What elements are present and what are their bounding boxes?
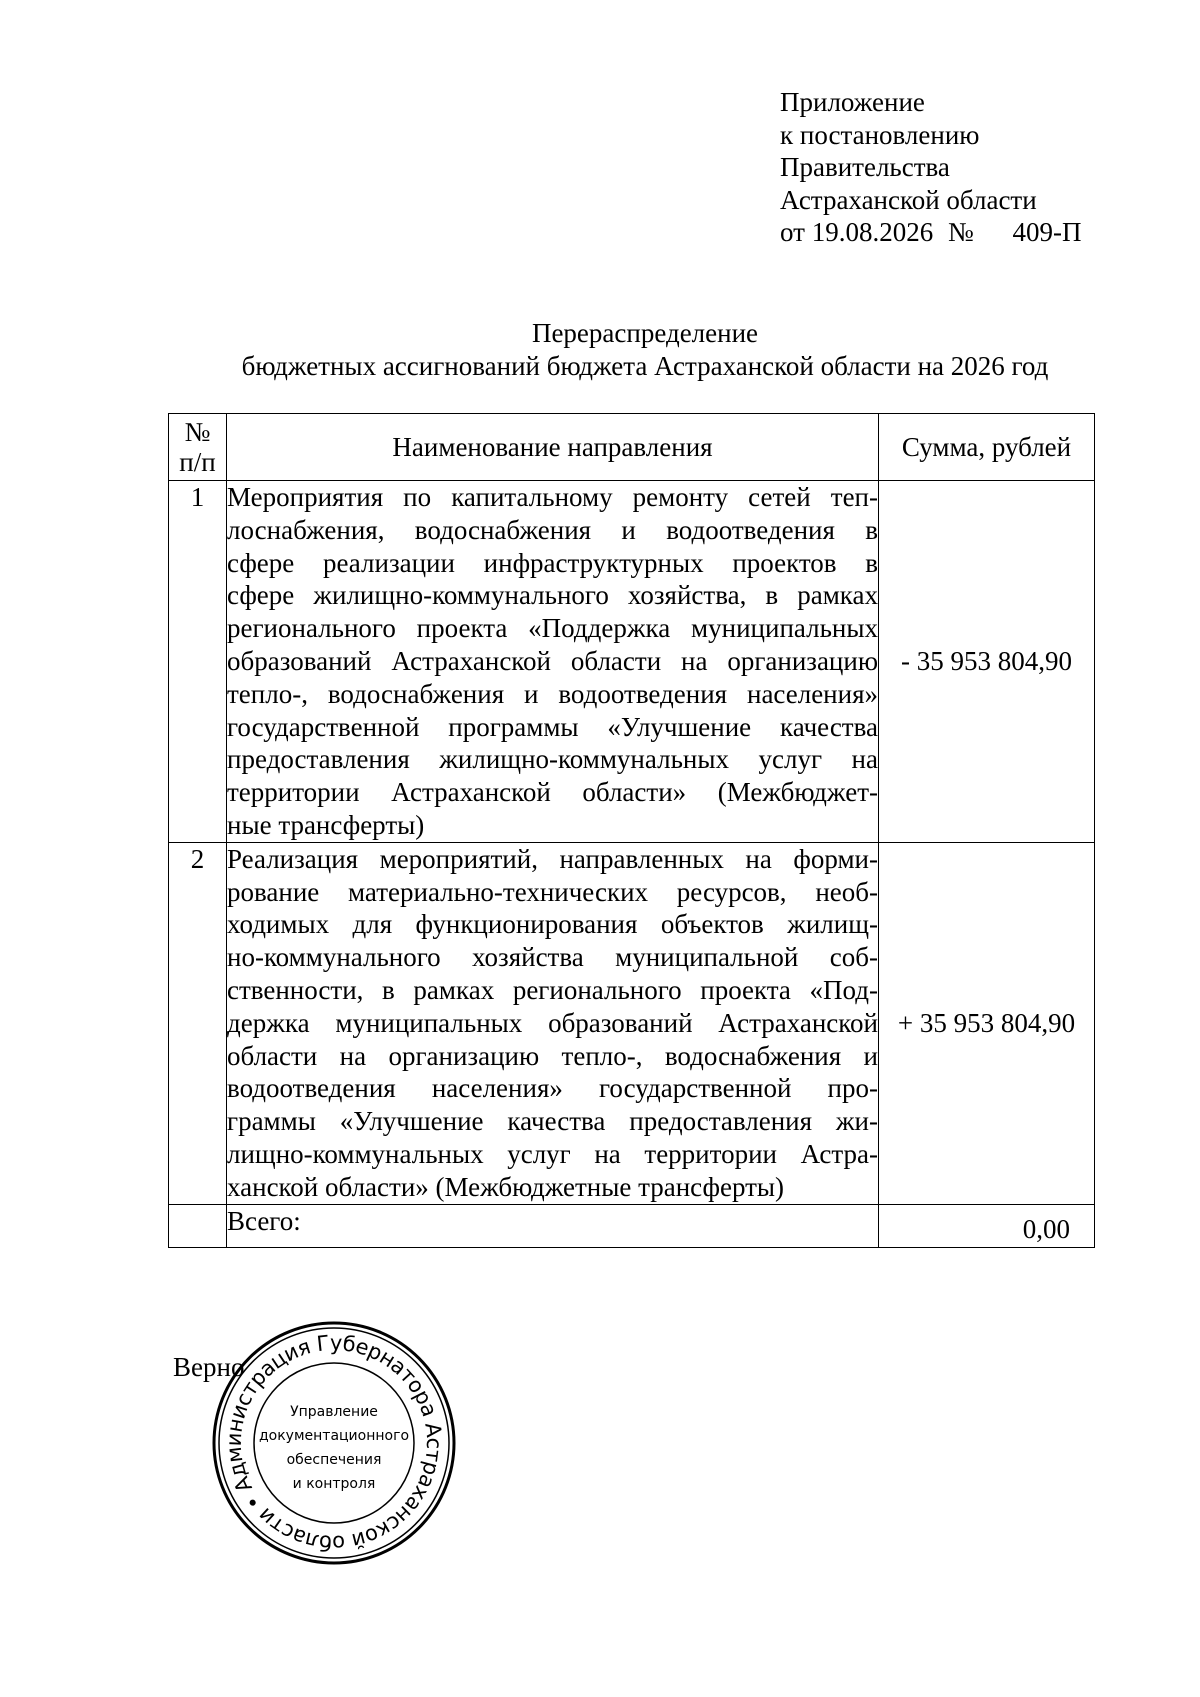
total-number-cell (169, 1204, 227, 1247)
table-row (169, 481, 1095, 843)
total-row (169, 1204, 1095, 1247)
row-sum: - 35 953 804,90 (879, 481, 1095, 843)
row-text-line: ственности, в рамках регионального проекта «Под- (227, 974, 878, 1005)
row-text-line: лищно-коммунальных услуг на территории Астра- (227, 1138, 878, 1169)
resolution-date: 19.08.2026 (811, 217, 934, 247)
row-number: 2 (169, 842, 227, 1204)
seal-inner-line-3: обеспечения (286, 1452, 382, 1468)
row-description (227, 481, 879, 843)
row-text-line: граммы «Улучшение качества предоставления жи- (227, 1106, 878, 1137)
title-line-1: Перераспределение (531, 318, 759, 348)
appendix-line-4: Астраханской области (780, 184, 1037, 215)
table-header-row (169, 414, 1095, 481)
row-text-line: ходимых для функционирования объектов жилищ- (227, 909, 878, 940)
header-name: Наименование направления (227, 414, 879, 481)
row-text-line: государственной программы «Улучшение качества (227, 711, 878, 742)
header-number-line-2: п/п (179, 447, 216, 477)
seal-inner-line-4: и контроля (292, 1476, 376, 1492)
total-label: Всего: (227, 1204, 879, 1247)
row-text-line: лоснабжения, водоснабжения и водоотведения в (227, 514, 878, 545)
header-number-line-1: № (184, 417, 211, 447)
row-text-line: но-коммунального хозяйства муниципальной соб- (227, 942, 878, 973)
header-number (169, 414, 227, 481)
row-text-line: сфере реализации инфраструктурных проектов в (227, 547, 878, 578)
row-text-line: рование материально-технических ресурсов, необ- (227, 876, 878, 907)
resolution-number: 409-П (1012, 217, 1082, 247)
row-text-line: ные трансферты) (227, 809, 425, 840)
row-text-line: территории Астраханской области» (Межбюджет- (227, 777, 878, 808)
row-text-line: держка муниципальных образований Астраханской (227, 1007, 878, 1038)
date-prefix: от (780, 217, 805, 247)
row-number: 1 (169, 481, 227, 843)
row-text-line: предоставления жилищно-коммунальных услуг на (227, 744, 878, 775)
official-seal (209, 1318, 459, 1568)
document-title (0, 317, 1200, 383)
certification-verno: Верно (173, 1352, 245, 1382)
header-sum: Сумма, рублей (879, 414, 1095, 481)
table-row (169, 842, 1095, 1204)
row-description (227, 842, 879, 1204)
appendix-line-2: к постановлению (780, 119, 980, 150)
seal-ring-text: • Администрация Губернатора Астраханской области (221, 1330, 447, 1556)
total-sum: 0,00 (879, 1204, 1095, 1247)
row-text-line: области на организацию тепло-, водоснабжения и (227, 1040, 878, 1071)
appendix-line-1: Приложение (780, 87, 925, 117)
row-text-line: образований Астраханской области на организацию (227, 645, 878, 676)
row-text-line: Мероприятия по капитальному ремонту сетей теп- (227, 482, 878, 512)
row-text-line: сфере жилищно-коммунального хозяйства, в рамках (227, 580, 878, 611)
budget-table (168, 413, 1095, 1248)
row-text-line: Реализация мероприятий, направленных на форми- (227, 843, 878, 874)
appendix-date-line (780, 216, 1081, 249)
row-text-line: водоотведения населения» государственной про- (227, 1073, 878, 1104)
row-text-line: тепло-, водоснабжения и водоотведения населения» (227, 678, 878, 709)
seal-inner-line-1: Управление (290, 1404, 378, 1420)
number-sign: № (947, 217, 974, 247)
row-text-line: регионального проекта «Поддержка муниципальных (227, 613, 878, 644)
row-text-line: ханской области» (Межбюджетные трансферты) (227, 1171, 785, 1202)
seal-inner-line-2: документационного (258, 1428, 410, 1444)
row-sum: + 35 953 804,90 (879, 842, 1095, 1204)
appendix-block (780, 86, 1081, 249)
appendix-line-3: Правительства (780, 152, 950, 182)
title-line-2: бюджетных ассигнований бюджета Астраханской области на 2026 год (241, 351, 1049, 381)
